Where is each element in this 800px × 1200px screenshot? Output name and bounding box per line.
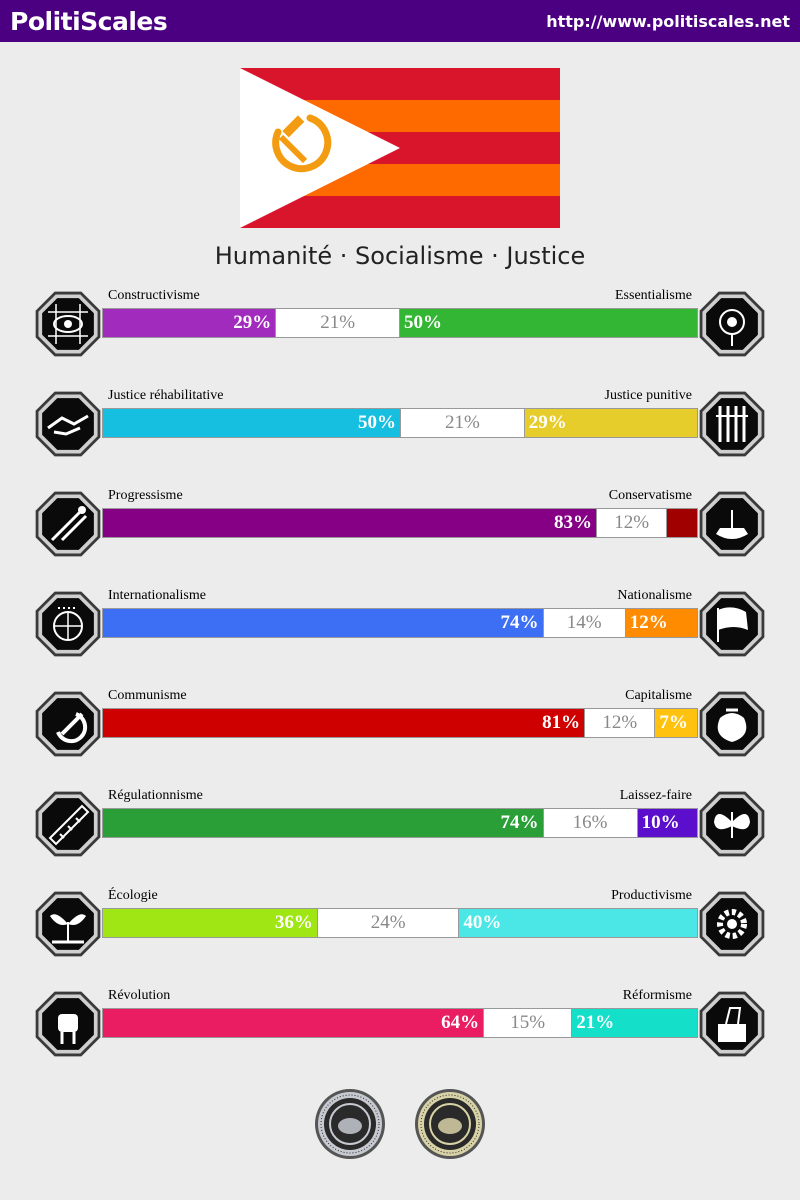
axis-left-label: Régulationnisme <box>108 788 203 803</box>
axis-right-label: Laissez-faire <box>619 788 692 803</box>
seedling-icon <box>32 888 104 960</box>
axis-left-segment: 83% <box>103 509 596 537</box>
axis-right-segment: 10% <box>638 809 697 837</box>
axis-row <box>0 988 800 1078</box>
rocket-icon <box>32 488 104 560</box>
brain-seal-icon <box>314 1088 386 1160</box>
hammer-sickle-icon <box>32 688 104 760</box>
axis-right-label: Justice punitive <box>604 388 692 403</box>
axis-center-segment: 16% <box>543 809 638 837</box>
axis-right-segment <box>667 509 697 537</box>
handshake-icon <box>32 388 104 460</box>
axis-row <box>0 288 800 378</box>
axis-right-segment: 29% <box>525 409 697 437</box>
axis-bar <box>102 1008 698 1038</box>
money-bag-icon <box>696 688 768 760</box>
crown-seal-icon <box>414 1088 486 1160</box>
axis-right-label: Réformisme <box>622 988 692 1003</box>
axis-left-label: Communisme <box>108 688 187 703</box>
gear-icon <box>696 888 768 960</box>
axis-left-label: Internationalisme <box>108 588 206 603</box>
ruler-icon <box>32 788 104 860</box>
globe-icon <box>32 588 104 660</box>
flower-icon <box>696 288 768 360</box>
axis-row <box>0 688 800 778</box>
axis-bar <box>102 708 698 738</box>
axis-row <box>0 788 800 878</box>
axis-center-segment: 24% <box>317 909 460 937</box>
flag <box>240 68 560 228</box>
axis-right-segment: 21% <box>572 1009 697 1037</box>
axis-bar <box>102 308 698 338</box>
axis-left-segment: 64% <box>103 1009 483 1037</box>
axis-left-label: Constructivisme <box>108 288 200 303</box>
axis-bar <box>102 908 698 938</box>
axis-bar <box>102 608 698 638</box>
axis-row <box>0 388 800 478</box>
axis-left-label: Progressisme <box>108 488 183 503</box>
brand-logo[interactable]: PolitiScales <box>10 6 168 36</box>
seals-row <box>0 1088 800 1160</box>
axis-bar <box>102 808 698 838</box>
prison-bars-icon <box>696 388 768 460</box>
axis-left-segment: 74% <box>103 609 543 637</box>
oil-lamp-icon <box>696 488 768 560</box>
fist-icon <box>32 988 104 1060</box>
axis-left-label: Écologie <box>108 888 158 903</box>
axis-center-segment: 15% <box>483 1009 572 1037</box>
axis-left-segment: 36% <box>103 909 317 937</box>
axis-right-label: Nationalisme <box>617 588 692 603</box>
header-bar <box>0 0 800 42</box>
axis-right-segment: 7% <box>655 709 697 737</box>
eye-grid-icon <box>32 288 104 360</box>
axis-right-segment: 12% <box>626 609 697 637</box>
axis-bar <box>102 508 698 538</box>
axis-center-segment: 12% <box>596 509 667 537</box>
axis-left-segment: 74% <box>103 809 543 837</box>
axis-left-label: Révolution <box>108 988 171 1003</box>
axis-left-label: Justice réhabilitative <box>108 388 224 403</box>
axis-row <box>0 488 800 578</box>
axis-left-segment: 81% <box>103 709 584 737</box>
axis-right-label: Capitalisme <box>625 688 692 703</box>
axis-bar <box>102 408 698 438</box>
axis-center-segment: 21% <box>400 409 525 437</box>
axis-right-label: Productivisme <box>611 888 692 903</box>
axis-right-label: Essentialisme <box>615 288 692 303</box>
axis-center-segment: 12% <box>584 709 655 737</box>
axis-right-label: Conservatisme <box>608 488 692 503</box>
axis-row <box>0 888 800 978</box>
axis-right-segment: 50% <box>400 309 697 337</box>
ballot-icon <box>696 988 768 1060</box>
axis-center-segment: 14% <box>543 609 626 637</box>
motto: Humanité · Socialisme · Justice <box>214 242 586 270</box>
axis-row <box>0 588 800 678</box>
axis-left-segment: 50% <box>103 409 400 437</box>
site-url-link[interactable]: http://www.politiscales.net <box>546 11 790 31</box>
butterfly-icon <box>696 788 768 860</box>
axis-left-segment: 29% <box>103 309 275 337</box>
flag-icon <box>696 588 768 660</box>
axis-center-segment: 21% <box>275 309 400 337</box>
axis-right-segment: 40% <box>459 909 697 937</box>
